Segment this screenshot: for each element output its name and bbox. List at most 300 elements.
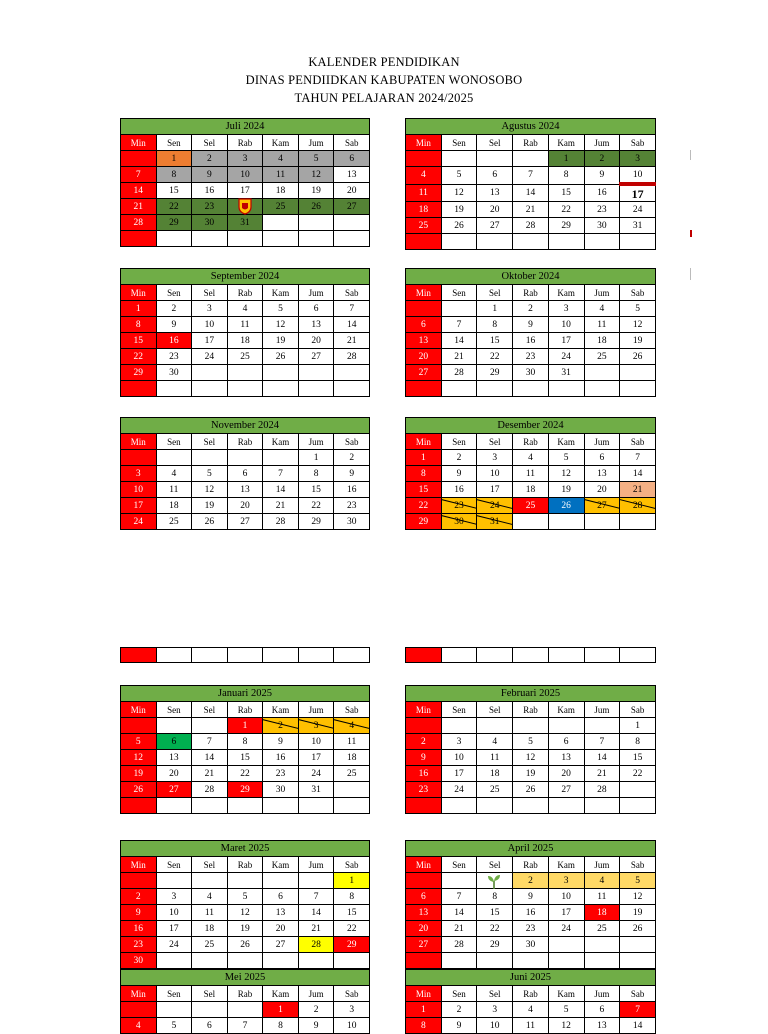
calendar-subtitle-agency: DINAS PENDIIDKAN KABUPATEN WONOSOBO: [245, 73, 523, 87]
day-cell: 1: [620, 718, 656, 734]
day-cell: 8: [477, 317, 513, 333]
weekday-header: Sel: [477, 702, 513, 718]
weekday-header: Sab: [334, 857, 370, 873]
weekday-header: Sel: [192, 702, 228, 718]
day-cell: 28: [620, 498, 656, 514]
day-cell: 11: [192, 905, 228, 921]
day-cell: 19: [620, 333, 656, 349]
day-cell: 26: [513, 782, 549, 798]
day-cell: 12: [192, 482, 228, 498]
weekday-header: Sen: [156, 986, 192, 1002]
day-cell: 5: [441, 167, 477, 185]
weekday-header: Sab: [334, 702, 370, 718]
day-cell: [584, 381, 620, 397]
day-cell: 6: [584, 1002, 620, 1018]
day-cell: 21: [441, 921, 477, 937]
day-cell: [513, 798, 549, 814]
day-cell: 6: [227, 466, 263, 482]
weekday-header: Min: [121, 434, 157, 450]
day-cell: [156, 953, 192, 969]
day-cell: [620, 381, 656, 397]
day-cell: 7: [620, 450, 656, 466]
day-cell: [156, 873, 192, 889]
day-cell: [263, 215, 299, 231]
day-cell: 26: [298, 199, 334, 215]
day-cell: 23: [513, 349, 549, 365]
day-cell: 30: [513, 365, 549, 381]
day-cell: 25: [192, 937, 228, 953]
day-cell: 14: [263, 482, 299, 498]
day-cell: 17: [548, 905, 584, 921]
day-cell: 8: [406, 1018, 442, 1034]
day-cell: 10: [298, 734, 334, 750]
day-cell: 17: [121, 498, 157, 514]
day-cell: [584, 953, 620, 969]
day-cell: 28: [584, 782, 620, 798]
day-cell: 13: [548, 750, 584, 766]
day-cell: [441, 953, 477, 969]
day-cell: [192, 365, 228, 381]
day-cell: 3: [620, 151, 656, 167]
day-cell: [227, 953, 263, 969]
day-cell: 27: [584, 498, 620, 514]
day-cell: 23: [406, 782, 442, 798]
month-title: Desember 2024: [406, 418, 656, 434]
month-title: November 2024: [121, 418, 370, 434]
day-cell: 5: [620, 873, 656, 889]
day-cell: 16: [263, 750, 299, 766]
day-cell: 24: [548, 349, 584, 365]
day-cell: [334, 798, 370, 814]
day-cell: 7: [192, 734, 228, 750]
day-cell: 21: [121, 199, 157, 215]
day-cell: 2: [263, 718, 299, 734]
calendar-okt: [405, 268, 656, 397]
day-cell: 20: [227, 498, 263, 514]
day-cell: [298, 215, 334, 231]
day-cell: 1: [334, 873, 370, 889]
day-cell: 19: [192, 498, 228, 514]
day-cell: 10: [620, 167, 656, 185]
day-cell: 16: [121, 921, 157, 937]
day-cell: 26: [263, 349, 299, 365]
day-cell: 3: [192, 301, 228, 317]
day-cell: 2: [406, 734, 442, 750]
calendar-title: KALENDER PENDIDIKAN: [308, 55, 460, 69]
day-cell: 17: [620, 184, 656, 202]
day-cell: 13: [477, 184, 513, 202]
weekday-header: Rab: [513, 857, 549, 873]
day-cell: 9: [406, 750, 442, 766]
day-cell: 22: [121, 349, 157, 365]
month-title: September 2024: [121, 269, 370, 285]
day-cell: [298, 873, 334, 889]
weekday-header: Sel: [192, 135, 228, 151]
day-cell: 15: [620, 750, 656, 766]
weekday-header: Min: [121, 702, 157, 718]
day-cell: 8: [156, 167, 192, 183]
weekday-header: Sen: [156, 135, 192, 151]
day-cell: 16: [513, 333, 549, 349]
day-cell: 9: [263, 734, 299, 750]
day-cell: 31: [620, 218, 656, 234]
weekday-header: Sen: [441, 135, 477, 151]
day-cell: 19: [263, 333, 299, 349]
day-cell: 1: [263, 1002, 299, 1018]
day-cell: 11: [156, 482, 192, 498]
day-cell: 7: [334, 301, 370, 317]
weekday-header: Sel: [477, 135, 513, 151]
weekday-header: Sel: [477, 857, 513, 873]
day-cell: [584, 365, 620, 381]
day-cell: [263, 953, 299, 969]
day-cell: 10: [334, 1018, 370, 1034]
day-cell: [548, 234, 584, 250]
day-cell: 10: [477, 1018, 513, 1034]
day-cell: [334, 231, 370, 247]
day-cell: [584, 937, 620, 953]
day-cell: [192, 953, 228, 969]
weekday-header: Kam: [263, 702, 299, 718]
day-cell: [121, 151, 157, 167]
empty-week-strip-left: [120, 647, 370, 663]
day-cell: [156, 381, 192, 397]
weekday-header: Sen: [441, 285, 477, 301]
day-cell: 25: [513, 498, 549, 514]
weekday-header: Min: [406, 986, 442, 1002]
day-cell: 5: [192, 466, 228, 482]
day-cell: 23: [334, 498, 370, 514]
day-cell: 15: [548, 184, 584, 202]
weekday-header: Kam: [263, 285, 299, 301]
day-cell: 2: [156, 301, 192, 317]
day-cell: [227, 231, 263, 247]
day-cell: 15: [477, 905, 513, 921]
day-cell: [584, 798, 620, 814]
day-cell: [263, 365, 299, 381]
day-cell: [584, 234, 620, 250]
day-cell: 3: [548, 873, 584, 889]
day-cell: 8: [406, 466, 442, 482]
day-cell: 10: [477, 466, 513, 482]
calendar-subtitle-year: TAHUN PELAJARAN 2024/2025: [294, 91, 474, 105]
day-cell: 6: [406, 889, 442, 905]
day-cell: 27: [263, 937, 299, 953]
weekday-header: Min: [121, 285, 157, 301]
calendar-mei: [120, 969, 370, 1034]
day-cell: 29: [548, 218, 584, 234]
day-cell: [477, 953, 513, 969]
day-cell: 28: [298, 937, 334, 953]
edge-mark: [690, 268, 691, 280]
weekday-header: Sel: [477, 434, 513, 450]
day-cell: 5: [121, 734, 157, 750]
weekday-header: Rab: [513, 434, 549, 450]
day-cell: 19: [298, 183, 334, 199]
day-cell: 27: [227, 514, 263, 530]
day-cell: 11: [477, 750, 513, 766]
day-cell: 20: [406, 349, 442, 365]
day-cell: 14: [620, 1018, 656, 1034]
day-cell: [441, 798, 477, 814]
day-cell: 28: [513, 218, 549, 234]
day-cell: 30: [513, 937, 549, 953]
day-cell: 6: [192, 1018, 228, 1034]
day-cell: [121, 231, 157, 247]
day-cell: 22: [477, 349, 513, 365]
day-cell: 9: [584, 167, 620, 185]
day-cell: [192, 231, 228, 247]
weekday-header: Kam: [548, 702, 584, 718]
day-cell: [156, 798, 192, 814]
day-cell: 6: [406, 317, 442, 333]
day-cell: [406, 234, 442, 250]
day-cell: 21: [584, 766, 620, 782]
day-cell: 2: [584, 151, 620, 167]
day-cell: [298, 365, 334, 381]
sprout-icon: [486, 872, 502, 890]
day-cell: 19: [121, 766, 157, 782]
day-cell: 5: [548, 450, 584, 466]
weekday-header: Min: [121, 135, 157, 151]
calendar-jan: [120, 685, 370, 814]
weekday-header: Sab: [334, 986, 370, 1002]
day-cell: 4: [334, 718, 370, 734]
day-cell: 13: [263, 905, 299, 921]
day-cell: 11: [263, 167, 299, 183]
day-cell: 22: [406, 498, 442, 514]
weekday-header: Kam: [548, 986, 584, 1002]
day-cell: 10: [156, 905, 192, 921]
day-cell: 3: [477, 1002, 513, 1018]
day-cell: 18: [156, 498, 192, 514]
day-cell: 13: [406, 905, 442, 921]
day-cell: [477, 718, 513, 734]
weekday-header: Sel: [192, 857, 228, 873]
day-cell: [263, 231, 299, 247]
day-cell: 10: [227, 167, 263, 183]
day-cell: 17: [477, 482, 513, 498]
day-cell: 15: [477, 333, 513, 349]
day-cell: 19: [548, 482, 584, 498]
day-cell: 25: [334, 766, 370, 782]
day-cell: 10: [121, 482, 157, 498]
day-cell: 12: [227, 905, 263, 921]
day-cell: 8: [227, 734, 263, 750]
weekday-header: Sel: [477, 986, 513, 1002]
weekday-header: Sen: [441, 434, 477, 450]
weekday-header: Sab: [620, 434, 656, 450]
day-cell: 19: [620, 905, 656, 921]
day-cell: 29: [227, 782, 263, 798]
day-cell: 7: [620, 1002, 656, 1018]
day-cell: [156, 450, 192, 466]
day-cell: [192, 718, 228, 734]
day-cell: 26: [620, 921, 656, 937]
day-cell: [121, 718, 157, 734]
day-cell: [192, 1002, 228, 1018]
day-cell: 31: [477, 514, 513, 530]
day-cell: 10: [192, 317, 228, 333]
day-cell: [192, 381, 228, 397]
day-cell: 20: [477, 202, 513, 218]
weekday-header: Rab: [227, 434, 263, 450]
day-cell: 7: [441, 317, 477, 333]
day-cell: [406, 718, 442, 734]
day-cell: 8: [548, 167, 584, 185]
day-cell: [227, 1002, 263, 1018]
day-cell: 15: [156, 183, 192, 199]
weekday-header: Sab: [620, 285, 656, 301]
day-cell: [263, 381, 299, 397]
day-cell: 24: [441, 782, 477, 798]
weekday-header: Sel: [192, 986, 228, 1002]
weekday-header: Kam: [263, 135, 299, 151]
day-cell: 13: [584, 466, 620, 482]
day-cell: 2: [441, 450, 477, 466]
day-cell: 9: [121, 905, 157, 921]
day-cell: 29: [477, 365, 513, 381]
day-cell: 6: [584, 450, 620, 466]
weekday-header: Kam: [263, 434, 299, 450]
day-cell: 7: [298, 889, 334, 905]
day-cell: 20: [156, 766, 192, 782]
day-cell: 7: [441, 889, 477, 905]
day-cell: 7: [121, 167, 157, 183]
day-cell: 14: [513, 184, 549, 202]
day-cell: 4: [513, 1002, 549, 1018]
day-cell: 14: [298, 905, 334, 921]
day-cell: 12: [121, 750, 157, 766]
day-cell: [121, 450, 157, 466]
day-cell: 4: [192, 889, 228, 905]
day-cell: 26: [192, 514, 228, 530]
month-title: Maret 2025: [121, 841, 370, 857]
weekday-header: Kam: [548, 135, 584, 151]
day-cell: 1: [477, 301, 513, 317]
day-cell: 17: [192, 333, 228, 349]
day-cell: [620, 953, 656, 969]
weekday-header: Sab: [620, 986, 656, 1002]
weekday-header: Sen: [156, 702, 192, 718]
weekday-header: Sab: [620, 135, 656, 151]
day-cell: [298, 953, 334, 969]
day-cell: 7: [263, 466, 299, 482]
day-cell: 26: [441, 218, 477, 234]
day-cell: 31: [298, 782, 334, 798]
day-cell: 28: [121, 215, 157, 231]
month-title: Januari 2025: [121, 686, 370, 702]
weekday-header: Rab: [513, 285, 549, 301]
day-cell: 22: [548, 202, 584, 218]
day-cell: 13: [334, 167, 370, 183]
weekday-header: Sab: [620, 857, 656, 873]
calendar-des: [405, 417, 656, 530]
day-cell: 11: [334, 734, 370, 750]
day-cell: 25: [584, 349, 620, 365]
day-cell: 24: [477, 498, 513, 514]
weekday-header: Jum: [298, 986, 334, 1002]
day-cell: 5: [263, 301, 299, 317]
day-cell: 6: [156, 734, 192, 750]
day-cell: 12: [620, 317, 656, 333]
day-cell: 22: [298, 498, 334, 514]
weekday-header: Jum: [584, 986, 620, 1002]
day-cell: 5: [298, 151, 334, 167]
day-cell: 5: [620, 301, 656, 317]
day-cell: 27: [548, 782, 584, 798]
day-cell: 25: [406, 218, 442, 234]
weekday-header: Rab: [227, 986, 263, 1002]
day-cell: 25: [263, 199, 299, 215]
day-cell: [513, 953, 549, 969]
day-cell: [441, 873, 477, 889]
day-cell: [584, 514, 620, 530]
day-cell: 23: [584, 202, 620, 218]
day-cell: 7: [227, 1018, 263, 1034]
month-title: Agustus 2024: [406, 119, 656, 135]
day-cell: 1: [156, 151, 192, 167]
day-cell: 25: [477, 782, 513, 798]
day-cell: 14: [441, 333, 477, 349]
day-cell: 9: [192, 167, 228, 183]
day-cell: 2: [441, 1002, 477, 1018]
weekday-header: Kam: [263, 857, 299, 873]
day-cell: 17: [156, 921, 192, 937]
day-cell: 4: [227, 301, 263, 317]
weekday-header: Sel: [192, 434, 228, 450]
day-cell: [298, 798, 334, 814]
day-cell: 10: [548, 889, 584, 905]
day-cell: [441, 151, 477, 167]
day-cell: 25: [584, 921, 620, 937]
empty-week-strip-right: [405, 647, 656, 663]
day-cell: [334, 782, 370, 798]
day-cell: 4: [477, 734, 513, 750]
day-cell: 27: [156, 782, 192, 798]
day-cell: 15: [334, 905, 370, 921]
weekday-header: Rab: [227, 285, 263, 301]
day-cell: 22: [334, 921, 370, 937]
day-cell: 21: [620, 482, 656, 498]
calendar-mar: [120, 840, 370, 969]
day-cell: 22: [156, 199, 192, 215]
day-cell: 2: [298, 1002, 334, 1018]
weekday-header: Min: [406, 434, 442, 450]
weekday-header: Sen: [156, 285, 192, 301]
day-cell: 18: [263, 183, 299, 199]
day-cell: 14: [334, 317, 370, 333]
day-cell: [263, 450, 299, 466]
day-cell: [477, 381, 513, 397]
day-cell: [620, 937, 656, 953]
day-cell: [548, 937, 584, 953]
day-cell: [441, 381, 477, 397]
day-cell: 24: [156, 937, 192, 953]
day-cell: 12: [620, 889, 656, 905]
day-cell: [334, 215, 370, 231]
day-cell: 12: [513, 750, 549, 766]
day-cell: [620, 798, 656, 814]
weekday-header: Jum: [298, 135, 334, 151]
day-cell: 20: [334, 183, 370, 199]
day-cell: [156, 1002, 192, 1018]
day-cell: [298, 231, 334, 247]
day-cell: 26: [227, 937, 263, 953]
day-cell: 3: [121, 466, 157, 482]
day-cell: [227, 365, 263, 381]
day-cell: 18: [477, 766, 513, 782]
